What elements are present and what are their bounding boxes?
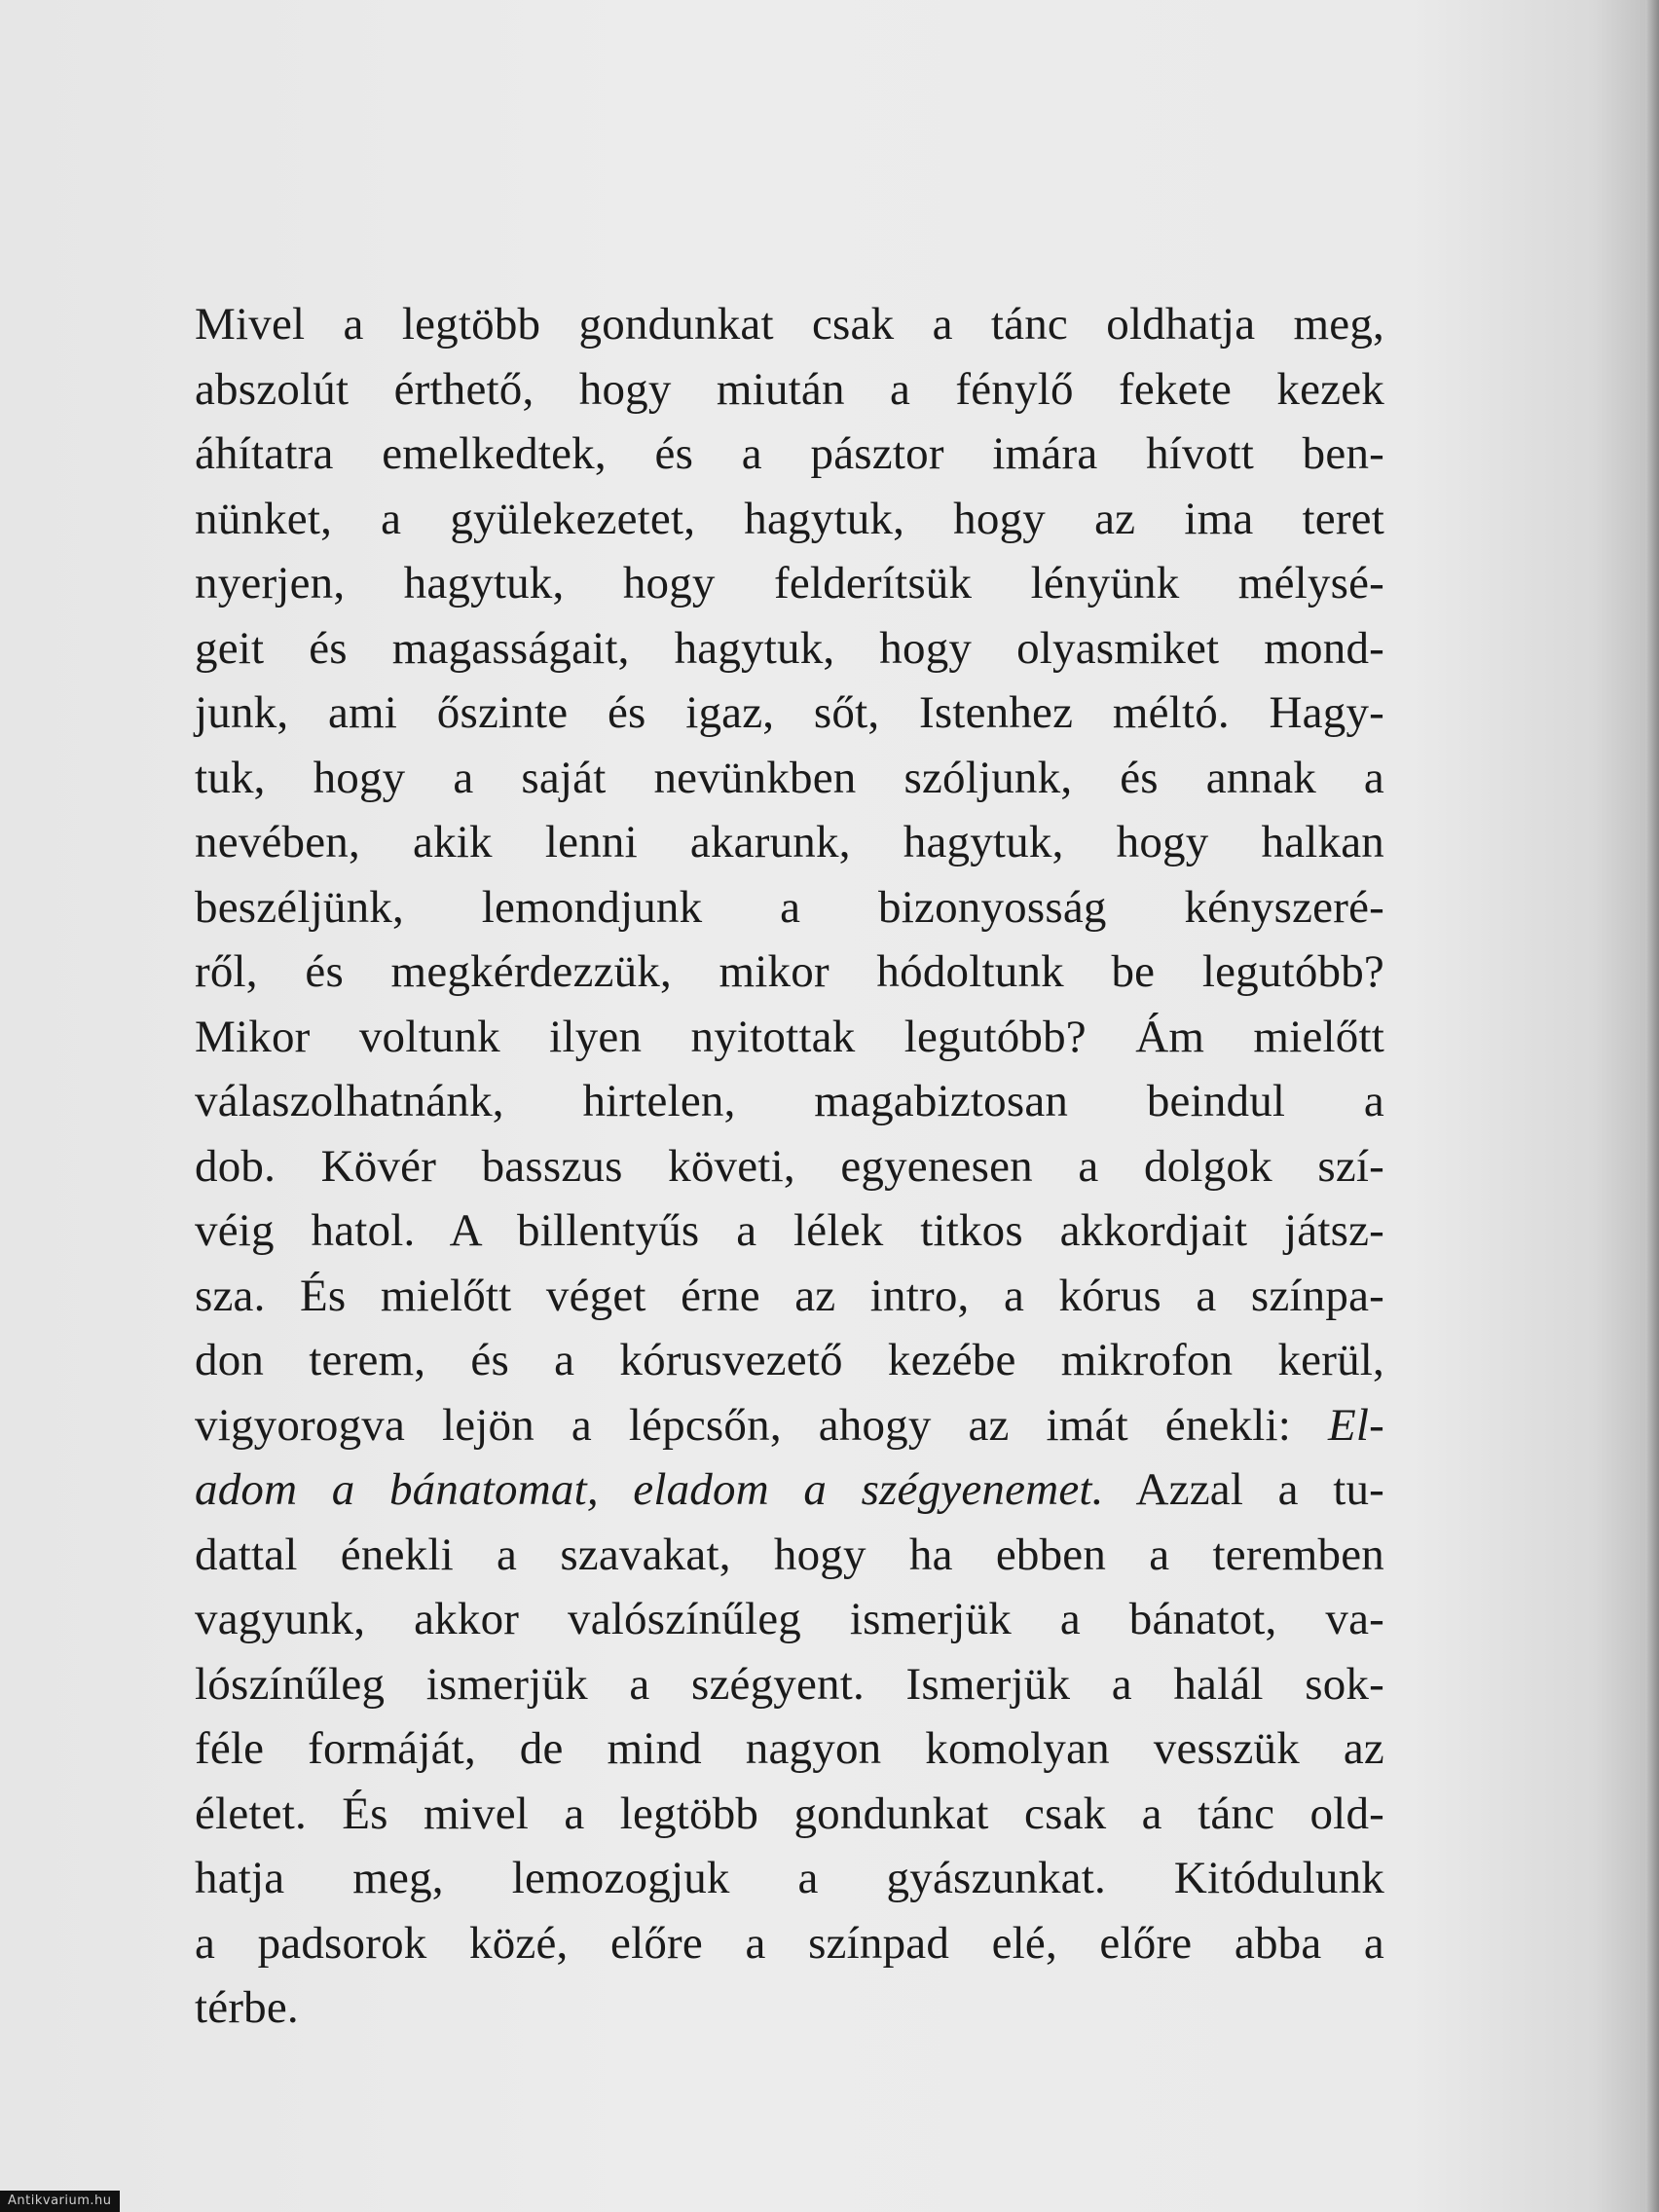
text-line: féle formáját, de mind nagyon komolyan vesszük az (195, 1723, 1384, 1774)
text-line: tuk, hogy a saját nevünkben szóljunk, és annak a (195, 752, 1384, 803)
text-line: életet. És mivel a legtöbb gondunkat csak a tánc old- (195, 1788, 1384, 1839)
text-normal: Azzal a tu- (1103, 1464, 1385, 1515)
text-line: ről, és megkérdezzük, mikor hódoltunk be legutóbb? (195, 946, 1384, 997)
page-edge-shadow (1645, 0, 1659, 2212)
text-line: véig hatol. A billentyűs a lélek titkos akkordjait játsz- (195, 1205, 1384, 1256)
text-line: sza. És mielőtt véget érne az intro, a kórus a színpa- (195, 1270, 1384, 1321)
text-line-with-italic (195, 1457, 1384, 1523)
text-line: beszéljünk, lemondjunk a bizonyosság kényszeré- (195, 881, 1384, 933)
text-line: dob. Kövér basszus követi, egyenesen a dolgok szí- (195, 1140, 1384, 1192)
paragraph (195, 292, 1384, 2041)
text-line: hatja meg, lemozogjuk a gyászunkat. Kitódulunk (195, 1853, 1384, 1903)
text-line: nünket, a gyülekezetet, hagytuk, hogy az ima teret (195, 493, 1384, 544)
text-line: vagyunk, akkor valószínűleg ismerjük a bánatot, va- (195, 1594, 1384, 1644)
text-line: nyerjen, hagytuk, hogy felderítsük lényünk mélysé- (195, 558, 1384, 608)
text-normal: vigyorogva lejön a lépcsőn, ahogy az imát énekli: (195, 1399, 1328, 1451)
text-line-last: térbe. (195, 1982, 299, 2033)
text-line: abszolút érthető, hogy miután a fénylő fekete kezek (195, 363, 1384, 415)
text-line: a padsorok közé, előre a színpad elé, előre abba a (195, 1917, 1384, 1969)
text-line: don terem, és a kórusvezető kezébe mikrofon kerül, (195, 1335, 1384, 1385)
text-line: geit és magasságait, hagytuk, hogy olyasmiket mond- (195, 622, 1384, 674)
text-line: válaszolhatnánk, hirtelen, magabiztosan beindul a (195, 1076, 1384, 1126)
text-line-with-italic (195, 1393, 1384, 1458)
text-line: áhítatra emelkedtek, és a pásztor imára hívott ben- (195, 428, 1384, 479)
text-line: nevében, akik lenni akarunk, hagytuk, hogy halkan (195, 817, 1384, 867)
text-line: dattal énekli a szavakat, hogy ha ebben a teremben (195, 1529, 1384, 1580)
text-italic: El- (1327, 1399, 1384, 1451)
text-line: Mivel a legtöbb gondunkat csak a tánc oldhatja meg, (195, 299, 1384, 350)
text-italic: adom a bánatomat, eladom a szégyenemet. (195, 1464, 1104, 1515)
text-line: junk, ami őszinte és igaz, sőt, Istenhez méltó. Hagy- (195, 687, 1384, 738)
text-line: lószínűleg ismerjük a szégyent. Ismerjük a halál sok- (195, 1658, 1384, 1710)
text-line: Mikor voltunk ilyen nyitottak legutóbb? Ám mielőtt (195, 1011, 1384, 1062)
watermark-label: Antikvarium.hu (0, 2191, 120, 2212)
